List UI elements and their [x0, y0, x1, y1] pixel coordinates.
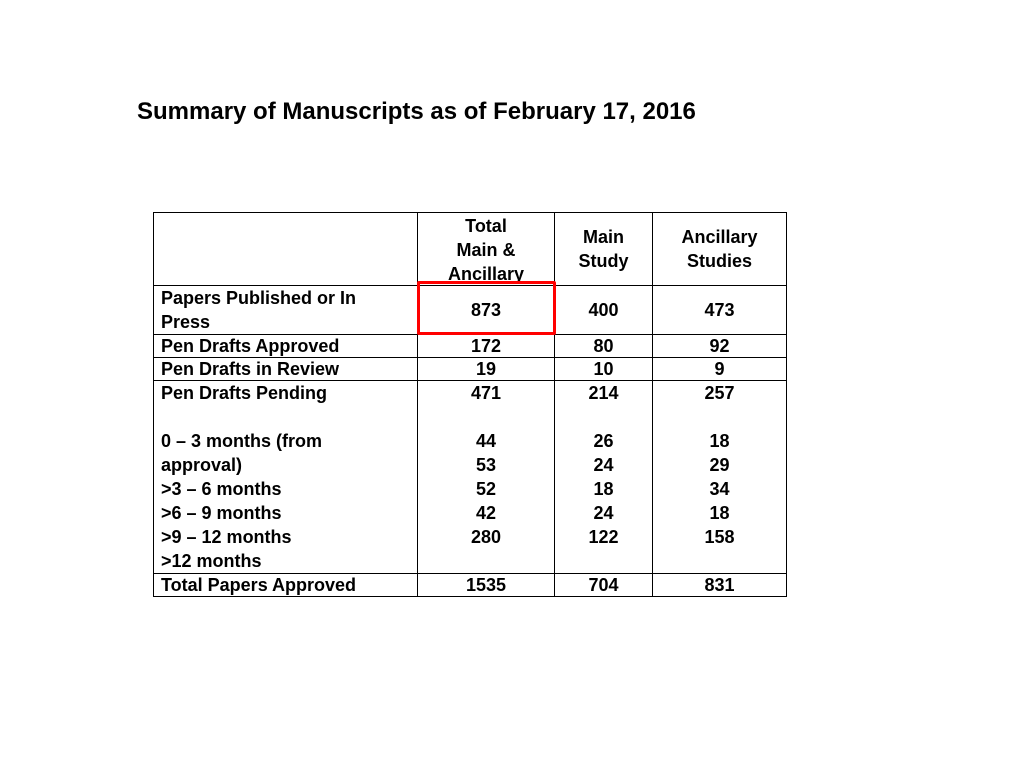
header-blank-cell [154, 213, 418, 286]
cell-approved-total: 172 [418, 335, 555, 358]
row-label-total-papers-approved: Total Papers Approved [154, 574, 418, 597]
cell-total-approved-ancillary: 831 [653, 574, 787, 597]
cell-total-approved-total: 1535 [418, 574, 555, 597]
cell-pending-main: 214 26 24 18 24 122 [555, 381, 653, 574]
table-header-row [154, 213, 787, 286]
cell-in-review-ancillary: 9 [653, 358, 787, 381]
page-title: Summary of Manuscripts as of February 17, 2016 [137, 98, 696, 125]
table-row-total-papers-approved [154, 574, 787, 597]
table-row-pen-drafts-approved [154, 335, 787, 358]
header-main-label: Main Study [578, 227, 629, 271]
header-ancillary-studies [653, 213, 787, 286]
manuscript-summary-table [153, 212, 787, 597]
header-ancillary-label: Ancillary Studies [681, 227, 758, 271]
cell-pending-ancillary: 257 18 29 34 18 158 [653, 381, 787, 574]
table-row-papers-published [154, 286, 787, 335]
row-label-pen-drafts-in-review: Pen Drafts in Review [154, 358, 418, 381]
cell-approved-main: 80 [555, 335, 653, 358]
header-main-study [555, 213, 653, 286]
row-label-pen-drafts-pending: Pen Drafts Pending 0 – 3 months (from approval) >3 – 6 months >6 – 9 months >9 – 12 months >12 months [154, 381, 418, 574]
cell-published-total: 873 [418, 286, 555, 335]
header-total-main-ancillary [418, 213, 555, 286]
cell-total-approved-main: 704 [555, 574, 653, 597]
cell-pending-total: 471 44 53 52 42 280 [418, 381, 555, 574]
table-row-pen-drafts-in-review [154, 358, 787, 381]
cell-approved-ancillary: 92 [653, 335, 787, 358]
cell-in-review-total: 19 [418, 358, 555, 381]
row-label-papers-published: Papers Published or In Press [154, 286, 418, 335]
cell-published-main: 400 [555, 286, 653, 335]
table-row-pen-drafts-pending [154, 381, 787, 574]
header-total-label: Total Main & Ancillary [447, 216, 525, 284]
cell-published-ancillary: 473 [653, 286, 787, 335]
cell-in-review-main: 10 [555, 358, 653, 381]
row-label-pen-drafts-approved: Pen Drafts Approved [154, 335, 418, 358]
